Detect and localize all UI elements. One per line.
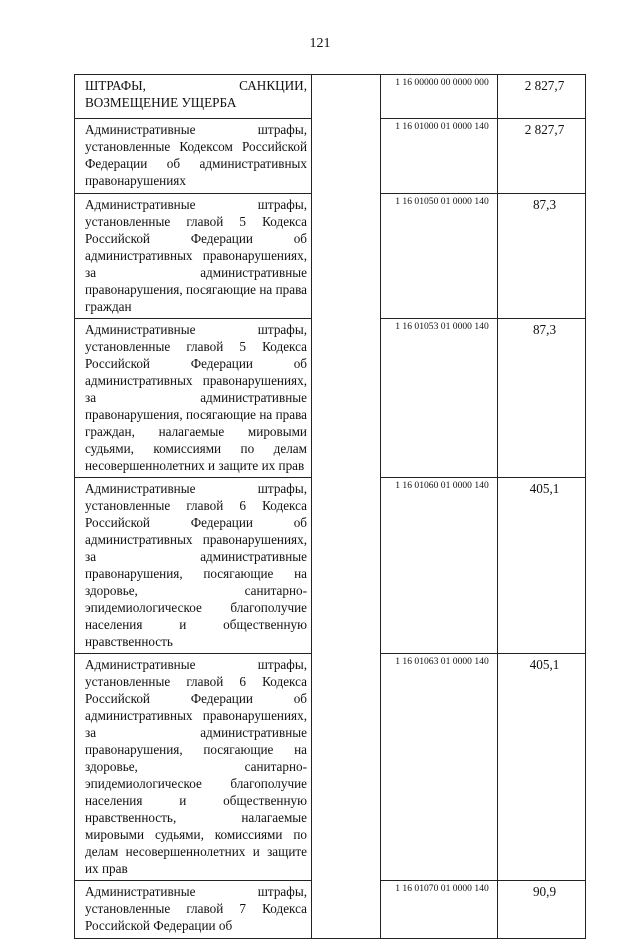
row-amount: 90,9 (498, 881, 586, 939)
empty-column (312, 75, 381, 939)
row-name: Административные штрафы, установленные главой 5 Кодекса Российской Федерации об административных правонарушениях, за административные правонарушения, посягающие на права граждан (75, 194, 312, 319)
table-row (75, 75, 586, 119)
revenue-table (74, 74, 586, 939)
row-code: 1 16 01053 01 0000 140 (381, 319, 498, 478)
row-amount: 87,3 (498, 194, 586, 319)
row-code: 1 16 00000 00 0000 000 (381, 75, 498, 119)
row-name: Административные штрафы, установленные Кодексом Российской Федерации об административных правонарушениях (75, 119, 312, 194)
row-name: Административные штрафы, установленные главой 6 Кодекса Российской Федерации об административных правонарушениях, за административные правонарушения, посягающие на здоровье, санитарно-эпидемиологическое благополучие населения и общественную нравственность (75, 478, 312, 654)
row-amount: 405,1 (498, 478, 586, 654)
row-name: Административные штрафы, установленные главой 6 Кодекса Российской Федерации об административных правонарушениях, за административные правонарушения, посягающие на здоровье, санитарно-эпидемиологическое благополучие населения и общественную нравственность, налагаемые мировыми судьями, комиссиями по делам несовершеннолетних и защите их прав (75, 654, 312, 881)
row-code: 1 16 01000 01 0000 140 (381, 119, 498, 194)
row-name: ШТРАФЫ, САНКЦИИ, ВОЗМЕЩЕНИЕ УЩЕРБА (75, 75, 312, 119)
row-amount: 2 827,7 (498, 119, 586, 194)
row-name (75, 881, 312, 939)
row-amount: 87,3 (498, 319, 586, 478)
row-code: 1 16 01063 01 0000 140 (381, 654, 498, 881)
row-code: 1 16 01060 01 0000 140 (381, 478, 498, 654)
row-name-text: Административные штрафы, установленные главой 7 Кодекса Российской Федерации об (85, 884, 307, 933)
row-amount: 2 827,7 (498, 75, 586, 119)
row-name: Административные штрафы, установленные главой 5 Кодекса Российской Федерации об административных правонарушениях, за административные правонарушения, посягающие на права граждан, налагаемые мировыми судьями, комиссиями по делам несовершеннолетних и защите их прав (75, 319, 312, 478)
row-code: 1 16 01050 01 0000 140 (381, 194, 498, 319)
row-code: 1 16 01070 01 0000 140 (381, 881, 498, 939)
row-amount: 405,1 (498, 654, 586, 881)
page-number: 121 (309, 36, 331, 51)
